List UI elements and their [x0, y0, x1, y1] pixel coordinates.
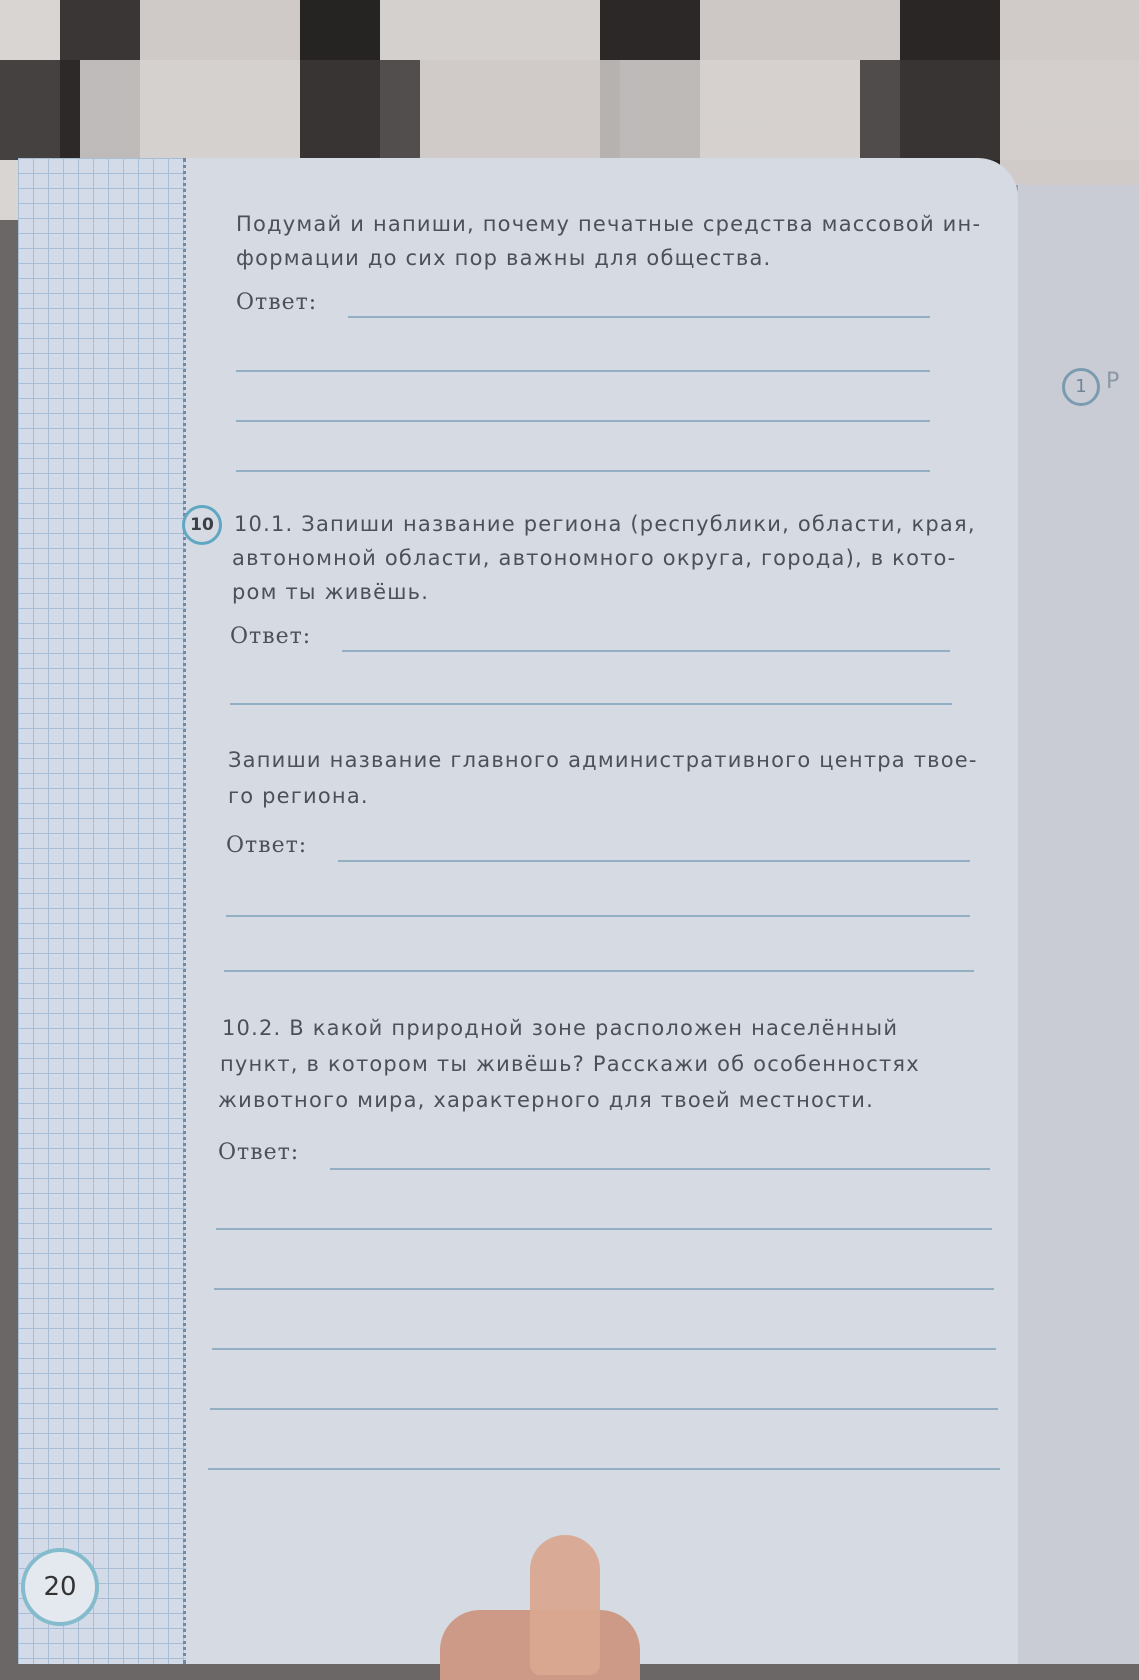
- question-line: 10.1. Запиши название региона (республики, области, края,: [234, 512, 976, 536]
- question-line: Запиши название главного административного центра твое-: [228, 748, 978, 772]
- answer-label: Ответ:: [226, 833, 308, 858]
- answer-line[interactable]: [224, 970, 974, 972]
- right-page-text-fragment: Р: [1106, 369, 1120, 394]
- right-task-number: 1: [1062, 368, 1100, 406]
- answer-line[interactable]: [236, 420, 930, 422]
- answer-line[interactable]: [212, 1348, 996, 1350]
- answer-line[interactable]: [226, 915, 970, 917]
- task-number-badge: 10: [182, 505, 222, 545]
- page-number: 20: [21, 1548, 99, 1626]
- question-line: ром ты живёшь.: [232, 580, 430, 604]
- answer-line[interactable]: [330, 1168, 990, 1170]
- answer-line[interactable]: [236, 370, 930, 372]
- question-line: формации до сих пор важны для общества.: [236, 246, 772, 270]
- answer-line[interactable]: [338, 860, 970, 862]
- answer-label: Ответ:: [236, 290, 318, 315]
- finger: [530, 1535, 600, 1675]
- question-line: автономной области, автономного округа, города), в кото-: [232, 546, 957, 570]
- question-line: го региона.: [228, 784, 369, 808]
- answer-line[interactable]: [230, 703, 952, 705]
- question-line: Подумай и напиши, почему печатные средства массовой ин-: [236, 212, 982, 236]
- workbook-page: [18, 158, 1018, 1664]
- answer-line[interactable]: [236, 470, 930, 472]
- answer-label: Ответ:: [218, 1140, 300, 1165]
- answer-line[interactable]: [342, 650, 950, 652]
- answer-line[interactable]: [216, 1228, 992, 1230]
- question-line: пункт, в котором ты живёшь? Расскажи об особенностях: [220, 1052, 920, 1076]
- answer-line[interactable]: [210, 1408, 998, 1410]
- answer-line[interactable]: [208, 1468, 1000, 1470]
- carpet-background-band: [0, 60, 1139, 160]
- answer-line[interactable]: [348, 316, 930, 318]
- answer-label: Ответ:: [230, 624, 312, 649]
- question-line: животного мира, характерного для твоей местности.: [218, 1088, 874, 1112]
- question-line: 10.2. В какой природной зоне расположен населённый: [222, 1016, 899, 1040]
- answer-line[interactable]: [214, 1288, 994, 1290]
- grid-margin: [18, 158, 186, 1664]
- page-content: [190, 158, 1008, 1664]
